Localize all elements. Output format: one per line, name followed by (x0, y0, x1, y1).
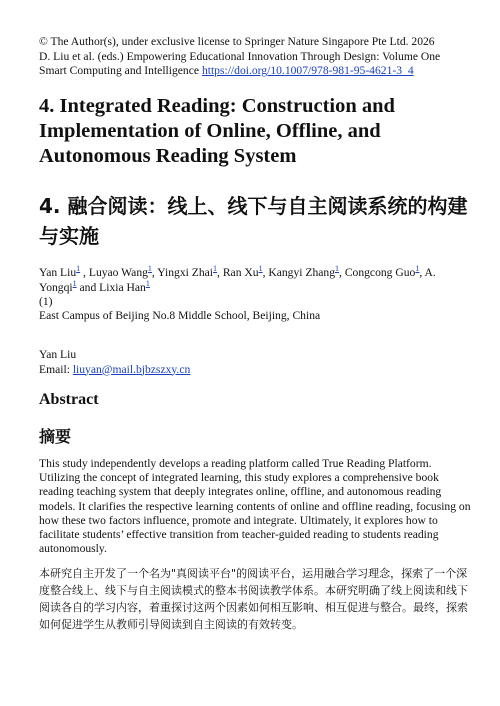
chapter-title-zh: 4. 融合阅读：线上、线下与自主阅读系统的构建与实施 (39, 194, 468, 248)
author-list (39, 265, 469, 295)
author-separator: , (419, 266, 425, 279)
affiliation-link[interactable]: 1 (415, 264, 420, 274)
affiliation-link[interactable]: 1 (72, 279, 77, 289)
contact-email-line (39, 363, 190, 378)
contact-block (39, 348, 190, 377)
affiliation-link[interactable]: 1 (76, 264, 81, 274)
author-separator: , (217, 266, 223, 279)
email-label: Email: (39, 362, 73, 376)
author-separator: , (80, 266, 89, 279)
abstract-text-en: This study independently develops a reading platform called True Reading Platform. Utilizing the concept of integrated learning, this study explores a comprehensive book reading teaching system that deeply integrates online, offline, and autonomous reading models. It clarifies the respective learning contents of online and offline reading, focusing on how these two factors influence, promote and integrate. Ultimately, it explores how to facilitate students’ effective transition from teacher-guided reading to students reading autonomously. (39, 457, 471, 556)
author-separator: , (262, 266, 269, 279)
author-separator: , (151, 266, 158, 279)
copyright-notice (39, 35, 469, 79)
affiliation-link[interactable]: 1 (145, 279, 150, 289)
affiliation-link[interactable]: 1 (147, 264, 152, 274)
author-name: Yan Liu (39, 266, 77, 279)
author-name: Yingxi Zhai (157, 266, 214, 279)
author-name: Lixia Han (99, 281, 146, 294)
affiliation-link[interactable]: 1 (258, 264, 263, 274)
email-link[interactable]: liuyan@mail.bjbzszxy.cn (72, 362, 191, 376)
affiliation-link[interactable]: 1 (335, 264, 340, 274)
series-line (39, 64, 469, 79)
author-name: Luyao Wang (88, 266, 148, 279)
author-name: A. Yongqi (39, 266, 436, 294)
doi-link[interactable]: https://doi.org/10.1007/978-981-95-4621-3_4 (201, 64, 414, 78)
abstract-text-zh: 本研究自主开发了一个名为"真阅读平台"的阅读平台，运用融合学习理念，探索了一个深度整合线上、线下与自主阅读模式的整本书阅读教学体系。本研究明确了线上阅读和线下阅读各自的学习内容，着重探讨这两个因素如何相互影响、相互促进与整合。最终，探索如何促进学生从教师引导阅读到自主阅读的有效转变。 (39, 567, 468, 631)
author-separator: and (76, 281, 100, 294)
edition-line: D. Liu et al. (eds.) Empowering Educational Innovation Through Design: Volume One (39, 49, 441, 63)
author-separator: , (339, 266, 345, 279)
author-name: Congcong Guo (344, 266, 416, 279)
series-name: Smart Computing and Intelligence (39, 64, 202, 78)
contact-name: Yan Liu (39, 348, 77, 361)
affiliation-link[interactable]: 1 (213, 264, 218, 274)
affiliation: East Campus of Beijing No.8 Middle School, Beijing, China (39, 309, 321, 322)
author-name: Kangyi Zhang (268, 266, 336, 279)
affiliation-number: (1) (39, 295, 53, 308)
affiliation-marker (146, 279, 150, 288)
abstract-heading-en: Abstract (39, 391, 99, 408)
author-name: Ran Xu (222, 266, 259, 279)
chapter-title-en: 4. Integrated Reading: Construction and Implementation of Online, Offline, and Autonomous Reading System (39, 95, 395, 167)
copyright-line: © The Author(s), under exclusive license to Springer Nature Singapore Pte Ltd. 2026 (39, 35, 435, 48)
abstract-heading-zh: 摘要 (39, 427, 72, 446)
